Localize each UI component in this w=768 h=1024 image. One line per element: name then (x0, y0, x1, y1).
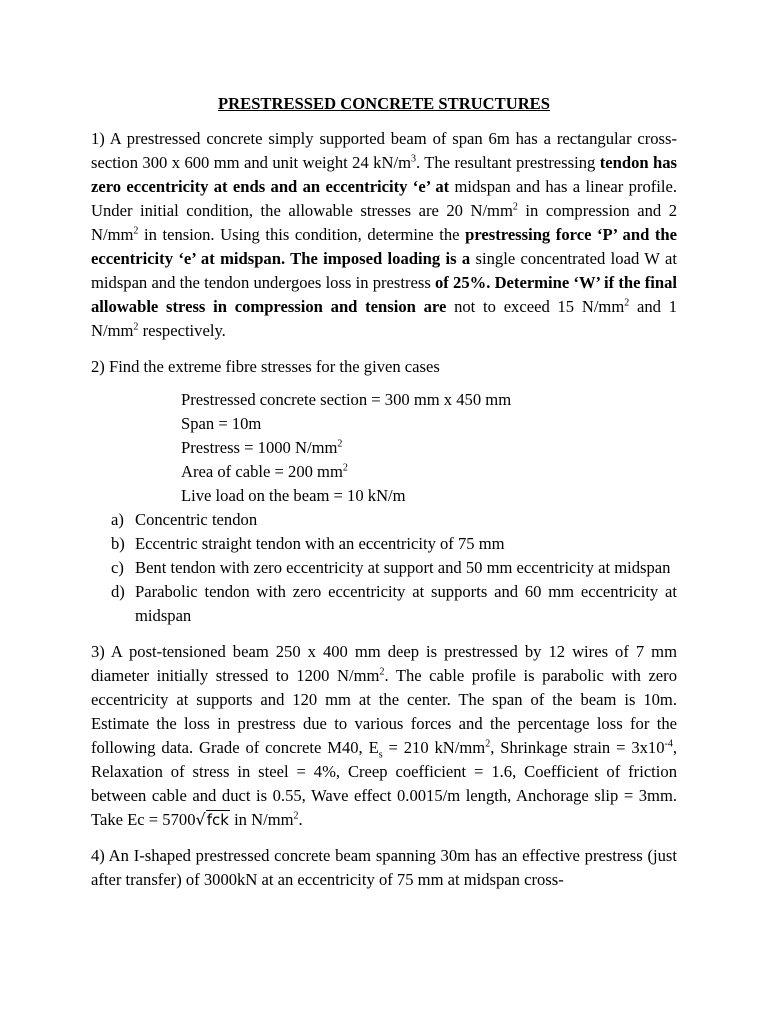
given-item: Area of cable = 200 $mm^2$ (181, 462, 348, 481)
question-4: 4) An I-shaped prestressed concrete beam spanning 30m has an effective prestress (just after transfer) of 3000kN at an eccentricity of 75 mm at midspan cross- (91, 846, 677, 889)
q1-text-2: . The resultant prestressing (415, 153, 600, 172)
q1-bold-text: prestressing force ‘P’ and the eccentricity ‘e’ at midspan. The imposed loading is a (91, 225, 677, 268)
case-item (91, 556, 677, 580)
question-2-intro: 2) Find the extreme fibre stresses for the given cases (91, 357, 440, 376)
q1-text-4: midspan and has a linear profile. Under initial condition, the allowable stresses are 20 N/mm (91, 177, 677, 220)
page-title: PRESTRESSED CONCRETE STRUCTURES (218, 94, 550, 113)
q1-superscript: 2 (624, 297, 630, 309)
case-text: Bent tendon with zero eccentricity at support and 50 mm eccentricity at midspan (135, 558, 671, 577)
case-marker: c) (111, 558, 124, 577)
case-text: Concentric tendon (135, 510, 258, 529)
q3-superscript: 2 (293, 810, 299, 822)
q3-text-4: , Shrinkage strain = 3x10 (490, 738, 665, 757)
q1-text-6: in tension. Using this condition, determine the (138, 225, 466, 244)
case-item (91, 580, 677, 628)
case-item (91, 508, 677, 532)
given-item: Prestress = 1000 $N/mm^2$ (181, 438, 343, 457)
question-3 (91, 640, 677, 832)
q1-bold-text: tendon has zero eccentricity at ends and an eccentricity ‘e’ at (91, 153, 677, 196)
q3-text-6: in N/mm (229, 810, 294, 829)
q1-bold-text: of 25%. Determine ‘W’ if the final allowable stress in compression and tension are (91, 273, 677, 316)
case-item (91, 532, 677, 556)
case-text: Eccentric straight tendon with an eccentricity of 75 mm (135, 534, 505, 553)
q3-text-3: = 210 kN/mm (382, 738, 486, 757)
q1-superscript: 2 (133, 321, 139, 333)
question-1 (91, 127, 677, 343)
q1-text-12: respectively. (138, 321, 226, 340)
q3-subscript: s (378, 749, 383, 761)
given-item: Prestressed concrete section = 300 mm x 450 mm (181, 390, 512, 409)
q1-text-8: single concentrated load W at midspan and the tendon undergoes loss in prestress (91, 249, 678, 292)
q3-text-2: . The cable profile is parabolic with zero eccentricity at supports and 120 mm at the center. The span of the beam is 10m. Estimate the loss in prestress due to various forces and the percentage loss for the following data. Grade of concrete M40, E (91, 666, 677, 757)
q3-text-1: 3) A post-tensioned beam 250 x 400 mm deep is prestressed by 12 wires of 7 mm diameter initially stressed to 1200 N/mm (91, 642, 677, 685)
q3-superscript: 2 (379, 666, 385, 678)
q1-text-5: in compression and 2 N/mm (91, 201, 677, 244)
case-marker: b) (111, 534, 125, 553)
q1-superscript: 3 (410, 153, 416, 165)
q3-text-7: . (298, 810, 303, 829)
q1-text-11: and 1 N/mm (91, 297, 677, 340)
given-data-list (181, 388, 677, 508)
radical-sign: √ (195, 810, 206, 829)
q3-superscript: -4 (664, 738, 673, 750)
q1-superscript: 2 (133, 225, 139, 237)
q1-superscript: 2 (512, 201, 518, 213)
square-root-expression (196, 808, 230, 832)
q1-text-10: not to exceed 15 N/mm (446, 297, 625, 316)
radicand: fck (206, 811, 229, 829)
case-marker: a) (111, 510, 124, 529)
cases-list (91, 508, 677, 628)
case-marker: d) (111, 582, 125, 601)
case-text: Parabolic tendon with zero eccentricity at supports and 60 mm eccentricity at midspan (135, 582, 677, 625)
given-item: Live load on the beam = 10 kN/m (181, 486, 406, 505)
q1-text-1: 1) A prestressed concrete simply supported beam of span 6m has a rectangular cross-section 300 x 600 mm and unit weight 24 kN/m (91, 129, 677, 172)
q3-text-5: , Relaxation of stress in steel = 4%, Creep coefficient = 1.6, Coefficient of friction between cable and duct is 0.55, Wave effect 0.0015/m length, Anchorage slip = 3mm. Take Ec = 5700 (91, 738, 678, 829)
q3-superscript: 2 (485, 738, 491, 750)
given-item: Span = 10m (181, 414, 262, 433)
